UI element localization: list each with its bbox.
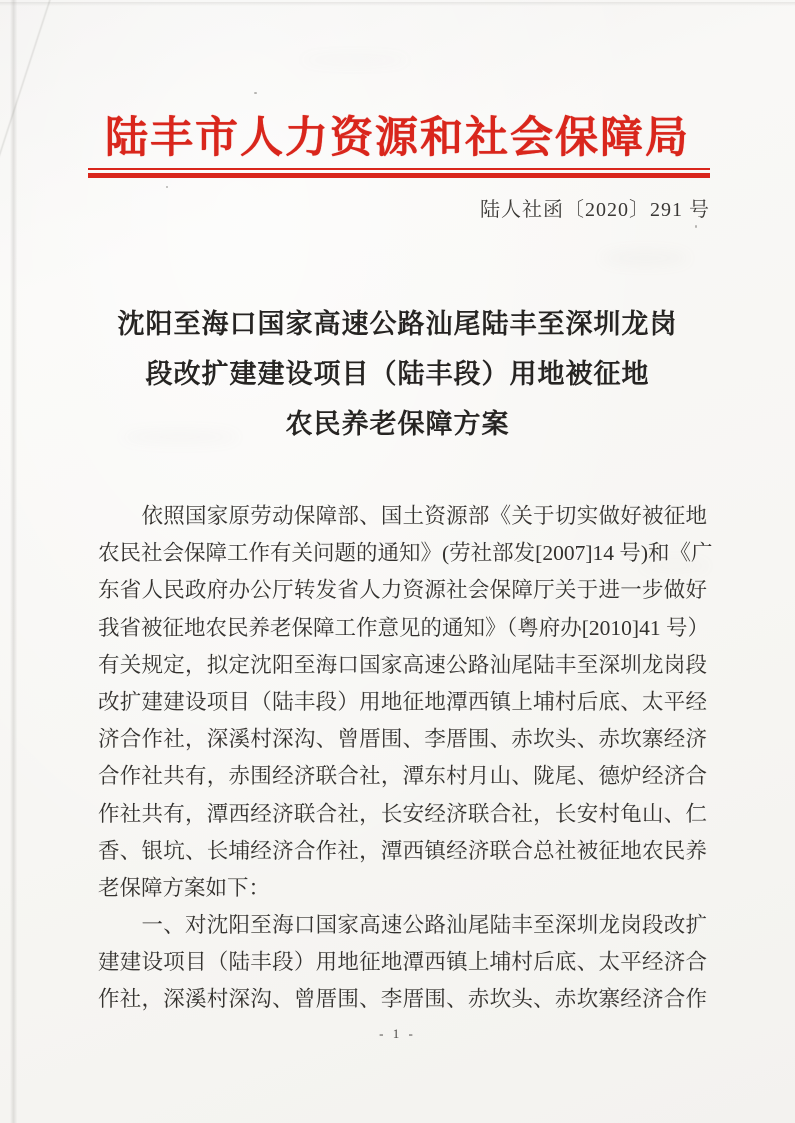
body-text-line: 依照国家原劳动保障部、国土资源部《关于切实做好被征地 — [98, 504, 707, 528]
body-text-line: 建建设项目（陆丰段）用地征地潭西镇上埔村后底、太平经济合 — [98, 950, 707, 975]
body-text-line: 我省被征地农民养老保障工作意见的通知》（粤府办[2010]41 号） — [98, 615, 709, 640]
document-reference-number: 陆人社函〔2020〕291 号 — [480, 199, 710, 221]
body-text-line: 老保障方案如下： — [98, 875, 271, 900]
body-text-line: 有关规定，拟定沈阳至海口国家高速公路汕尾陆丰至深圳龙岗段 — [98, 652, 707, 677]
paper-edge-shadow-top — [0, 2, 795, 6]
scan-speck — [166, 186, 168, 188]
body-text-line: 济合作社，深溪村深沟、曾厝围、李厝围、赤坎头、赤坎寨经济 — [98, 727, 707, 752]
scan-bleedthrough-smudge — [600, 250, 690, 266]
scan-bleedthrough-smudge — [300, 55, 410, 65]
scan-speck — [254, 92, 257, 94]
body-text-line: 作社，深溪村深沟、曾厝围、李厝围、赤坎头、赤坎寨经济合作 — [98, 987, 707, 1012]
body-text-line: 合作社共有，赤围经济联合社，潭东村月山、陇尾、德炉经济合 — [98, 764, 707, 789]
body-text-line: 农民社会保障工作有关问题的通知》(劳社部发[2007]14 号)和《广 — [98, 541, 713, 566]
body-text-line: 东省人民政府办公厅转发省人力资源社会保障厅关于进一步做好 — [98, 578, 707, 603]
letterhead-divider-rule — [88, 168, 710, 178]
body-text-line: 作社共有，潭西经济联合社，长安经济联合社，长安村龟山、仁 — [98, 801, 707, 826]
document-title-line: 段改扩建建设项目（陆丰段）用地被征地 — [145, 359, 650, 389]
body-text-line: 改扩建建设项目（陆丰段）用地征地潭西镇上埔村后底、太平经 — [98, 689, 707, 714]
document-title — [60, 299, 735, 449]
agency-letterhead: 陆丰市人力资源和社会保障局 — [105, 115, 690, 162]
body-text-line: 一、对沈阳至海口国家高速公路汕尾陆丰至深圳龙岗段改扩 — [98, 913, 707, 938]
paper-edge-shadow-left — [10, 0, 17, 1123]
document-title-line: 农民养老保障方案 — [285, 409, 510, 439]
document-body — [98, 498, 713, 1019]
document-title-line: 沈阳至海口国家高速公路汕尾陆丰至深圳龙岗 — [117, 309, 678, 339]
scan-speck — [695, 225, 697, 228]
divider-thick-line — [88, 173, 710, 178]
page-number: - 1 - — [379, 1026, 416, 1041]
body-text-line: 香、银坑、长埔经济合作社，潭西镇经济联合总社被征地农民养 — [98, 838, 707, 863]
